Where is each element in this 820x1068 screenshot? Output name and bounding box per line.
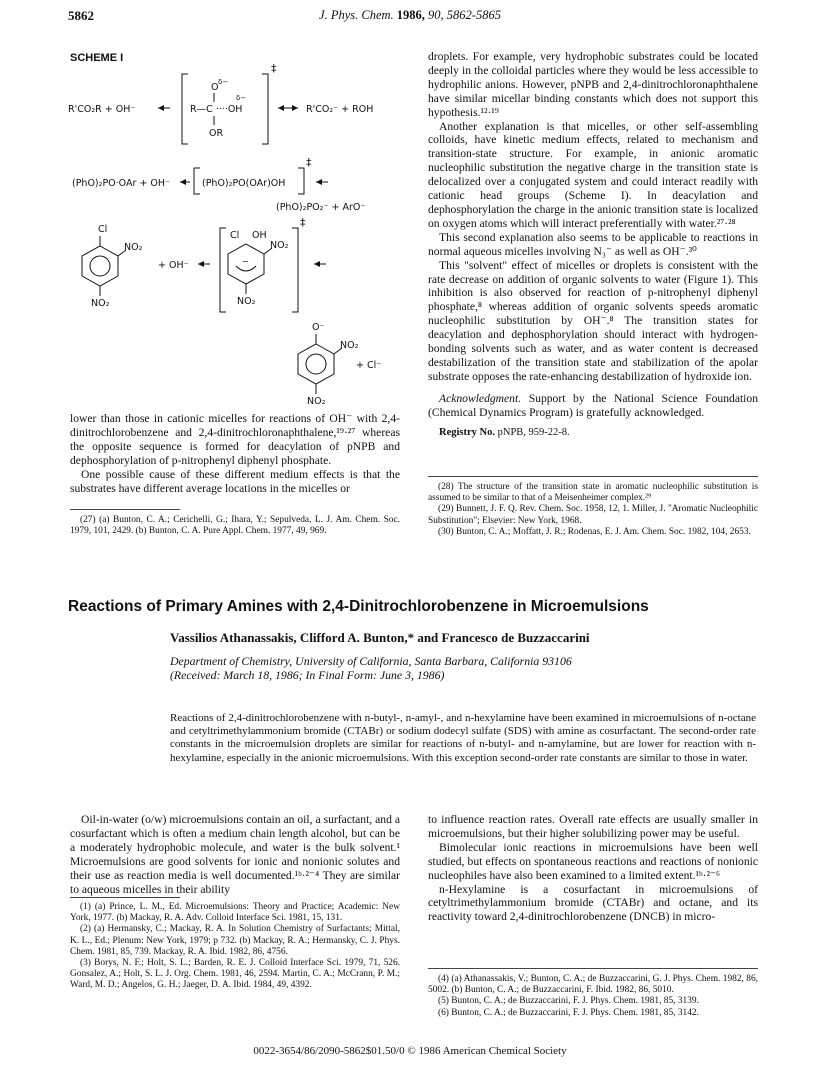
svg-text:NO₂: NO₂: [270, 240, 289, 251]
footnote-4: (4) (a) Athanassakis, V.; Bunton, C. A.; de Buzzaccarini, G. J. Phys. Chem. 1982, 86, 5002. (b) Bunton, C. A.; de Buzzaccarini, F. Ibid. 1982, 86, 5010.: [428, 974, 758, 996]
footnote-27: (27) (a) Bunton, C. A.; Cerichelli, G.; Ihara, Y.; Sepulveda, L. J. Am. Chem. Soc. 1979, 101, 2429. (b) Bunton, C. A. Pure Appl. Chem. 1977, 49, 969.: [70, 515, 400, 537]
journal-citation: 90, 5862-5865: [428, 8, 501, 22]
body-left-footnotes: [70, 902, 400, 992]
left-footnotes: [70, 515, 400, 537]
svg-text:‡: ‡: [306, 156, 312, 169]
affiliation: [170, 654, 572, 682]
journal-year: 1986,: [396, 8, 425, 22]
right-footnotes: [428, 482, 758, 538]
body-right: [428, 813, 758, 924]
footnote-6: (6) Bunton, C. A.; de Buzzaccarini, F. J. Phys. Chem. 1981, 85, 3142.: [438, 1007, 699, 1018]
eq1-right: R'CO₂⁻ + ROH: [306, 104, 374, 115]
page-number: 5862: [68, 8, 94, 23]
svg-text:OR: OR: [209, 128, 224, 139]
eq2-right: (PhO)₂PO₂⁻ + ArO⁻: [276, 202, 366, 213]
journal-name: J. Phys. Chem.: [319, 8, 394, 22]
footnote-divider: [70, 509, 180, 510]
footnote-divider-right: [428, 476, 758, 477]
copyright-footer: 0022-3654/86/2090-5862$01.50/0 © 1986 American Chemical Society: [253, 1045, 567, 1057]
svg-text:O⁻: O⁻: [312, 322, 325, 333]
body-left: [70, 813, 400, 896]
svg-text:δ−: δ−: [236, 94, 247, 102]
svg-text:‡: ‡: [300, 216, 306, 229]
footnote-3: (3) Borys, N. F.; Holt, S. L.; Barden, R. E. J. Colloid Interface Sci. 1979, 71, 526. Gonsalez, A.; Holt, S. L. J. Org. Chem. 1981, 46, 2594. Martin, C. A.; McCrann, P. M.; Ward, M. D.; Angelos, G. H.; Jaeger, D. A. Ibid. 1984, 49, 4392.: [70, 958, 400, 991]
received-date: (Received: March 18, 1986; In Final Form: June 3, 1986): [170, 668, 445, 682]
body-right-para-1: to influence reaction rates. Overall rate effects are usually smaller in microemulsions, but their higher solubilizing power may be useful.: [428, 813, 758, 840]
body-right-para-3: n-Hexylamine is a cosurfactant in microemulsions of cetyltrimethylammonium bromide (CTABr) and octane, and its reactivity toward 2,4-dinitrochlorobenzene (DNCB) in micro-: [428, 882, 758, 924]
footnote-29: (29) Bunnett, J. F. Q. Rev. Chem. Soc. 1958, 12, 1. Miller, J. "Aromatic Nucleophilic Substitution"; Elsevier: New York, 1968.: [428, 504, 758, 526]
svg-text:Cl: Cl: [98, 224, 108, 235]
footnote-2: (2) (a) Hermansky, C.; Mackay, R. A. In Solution Chemistry of Surfactants; Mittal, K. L., Ed.; Plenum: New York, 1979; p 732. (b) Mackay, R. A.; Hermansky, C. J. Phys. Chem. 1981, 85, 739. Mackay, R. A. Ibid. 1982, 86, 4756.: [70, 924, 400, 957]
left-column-top: [70, 412, 400, 495]
footnote-30: (30) Bunton, C. A.; Moffatt, J. R.; Rodenas, E. J. Am. Chem. Soc. 1982, 104, 2653.: [438, 526, 751, 537]
running-header: [0, 8, 820, 23]
svg-text:OH: OH: [252, 230, 267, 241]
svg-text:O: O: [211, 82, 219, 93]
svg-text:−: −: [242, 257, 249, 266]
footnote-5: (5) Bunton, C. A.; de Buzzaccarini, F. J. Phys. Chem. 1981, 85, 3139.: [438, 996, 699, 1007]
acknowledgment: Acknowledgment. Support by the National Science Foundation (Chemical Dynamics Program) is gratefully acknowledged.: [428, 391, 758, 419]
svg-text:‡: ‡: [271, 62, 277, 75]
right-column-top: [428, 50, 758, 439]
eq2-left: (PhO)₂PO·OAr + OH⁻: [72, 178, 171, 189]
footnote-divider-body-right: [428, 968, 758, 969]
svg-text:NO₂: NO₂: [124, 242, 143, 253]
body-right-para-2: Bimolecular ionic reactions in microemulsions have been well studied, but effects on spontaneous reactions and reactions of nonionic nucleophiles have also been examined to a limited extent.¹ᵇ·²⁻⁶: [428, 840, 758, 882]
affiliation-address: Department of Chemistry, University of California, Santa Barbara, California 93106: [170, 654, 572, 668]
svg-text:δ−: δ−: [218, 78, 229, 86]
scheme-diagram: [66, 62, 426, 410]
right-para-3: This second explanation also seems to be applicable to reactions in normal aqueous micelles involving N₃⁻ as well as OH⁻.³⁰: [428, 230, 758, 258]
eq1-left: R'CO₂R + OH⁻: [68, 104, 136, 115]
abstract: Reactions of 2,4-dinitrochlorobenzene with n-butyl-, n-amyl-, and n-hexylamine have been examined in microemulsions of n-octane and cetyltrimethylammonium bromide (CTABr) or sodium dodecyl sulfate (SDS) with amine as cosurfactant. The second-order rate constants in the microemulsion droplets are similar for reactions of n-butyl- and n-amylamine, but are lower for reaction with n-hexylamine, especially in the anionic microemulsions. With this exception second-order rate constants are similar to those in water.: [170, 712, 756, 764]
eq2-ts: (PhO)₂PO(OAr)OH: [202, 178, 286, 189]
article-title: Reactions of Primary Amines with 2,4-Dinitrochlorobenzene in Microemulsions: [68, 598, 649, 615]
footnote-divider-body: [70, 897, 180, 898]
svg-text:R—C ····OH: R—C ····OH: [190, 104, 243, 115]
registry: Registry No. pNPB, 959-22-8.: [439, 426, 570, 438]
left-para-1: lower than those in cationic micelles for reactions of OH⁻ with 2,4-dinitrochlorobenzene and 2,4-dinitrochloronaphthalene,¹⁹·²⁷ whereas the opposite sequence is formed for deacylation of pNPB and dephosphorylation of p-nitrophenyl diphenyl phosphate.: [70, 412, 400, 467]
eq3-plus: + OH⁻: [158, 260, 189, 271]
left-para-2: One possible cause of these different medium effects is that the substrates have different average locations in the micelles or: [70, 467, 400, 495]
footnote-1: (1) (a) Prince, L. M., Ed. Microemulsions: Theory and Practice; Academic: New York, 1977. (b) Mackay, R. A. Adv. Colloid Interface Sci. 1981, 15, 131.: [70, 902, 400, 924]
right-para-4: This "solvent" effect of micelles or droplets is consistent with the rate decrease on addition of organic solvents to water (Figure 1). This inhibition is also observed for reaction of p-nitrophenyl diphenyl phosphate,⁸ whereas addition of organic solvents speeds aromatic nucleophilic substitution by OH⁻.⁸ The transition states for deacylation and dephosphorylation should interact with hydrogen-bonding solvents such as water, and as water content is decreased destabilization of the transition state and stabilization of the apolar substrate opposes the rate-enhancing destabilization of hydroxide ion.: [428, 258, 758, 383]
svg-text:NO₂: NO₂: [307, 396, 326, 407]
right-para-1: droplets. For example, very hydrophobic substrates could be located deeply in the colloidal particles where they would be less accessible to hydrophilic anions. However, pNPB and 2,4-dinitrochloronaphthalene have similar micellar binding constants which does not support this hypothesis.¹²·¹⁹: [428, 50, 758, 119]
body-left-para-1: Oil-in-water (o/w) microemulsions contain an oil, a surfactant, and a cosurfactant which is often a medium chain length alcohol, but can be a moderately hydrophobic molecule, and water is the bulk solvent.¹ Microemulsions are good solvents for ionic and nonionic solutes and their use as reaction media is well documented.¹ᵇ·²⁻⁴ They are similar to aqueous micelles in their ability: [70, 813, 400, 896]
svg-text:NO₂: NO₂: [237, 296, 256, 307]
eq3-product-plus: + Cl⁻: [356, 360, 382, 371]
scheme-title: SCHEME I: [70, 52, 124, 64]
right-para-2: Another explanation is that micelles, or other self-assembling colloids, have kinetic medium effects, related to mechanism and transition-state structure. For example, in anionic aromatic nucleophilic substitution the negative charge in the transition state is delocalized over a conjugated system and could interact readily with cationic head groups (Scheme I). In deacylation and dephosphorylation the charge in the anionic transition state is localized on oxygen atoms which will interact preferentially with water.²⁷·²⁸: [428, 119, 758, 230]
article-authors: Vassilios Athanassakis, Clifford A. Bunton,* and Francesco de Buzzaccarini: [170, 630, 590, 645]
svg-text:Cl: Cl: [230, 230, 240, 241]
body-right-footnotes: [428, 974, 758, 1019]
footnote-28: (28) The structure of the transition state in aromatic nucleophilic substitution is assumed to be similar to that of a Meisenheimer complex.²⁹: [428, 482, 758, 504]
svg-text:NO₂: NO₂: [340, 340, 359, 351]
svg-text:NO₂: NO₂: [91, 298, 110, 309]
